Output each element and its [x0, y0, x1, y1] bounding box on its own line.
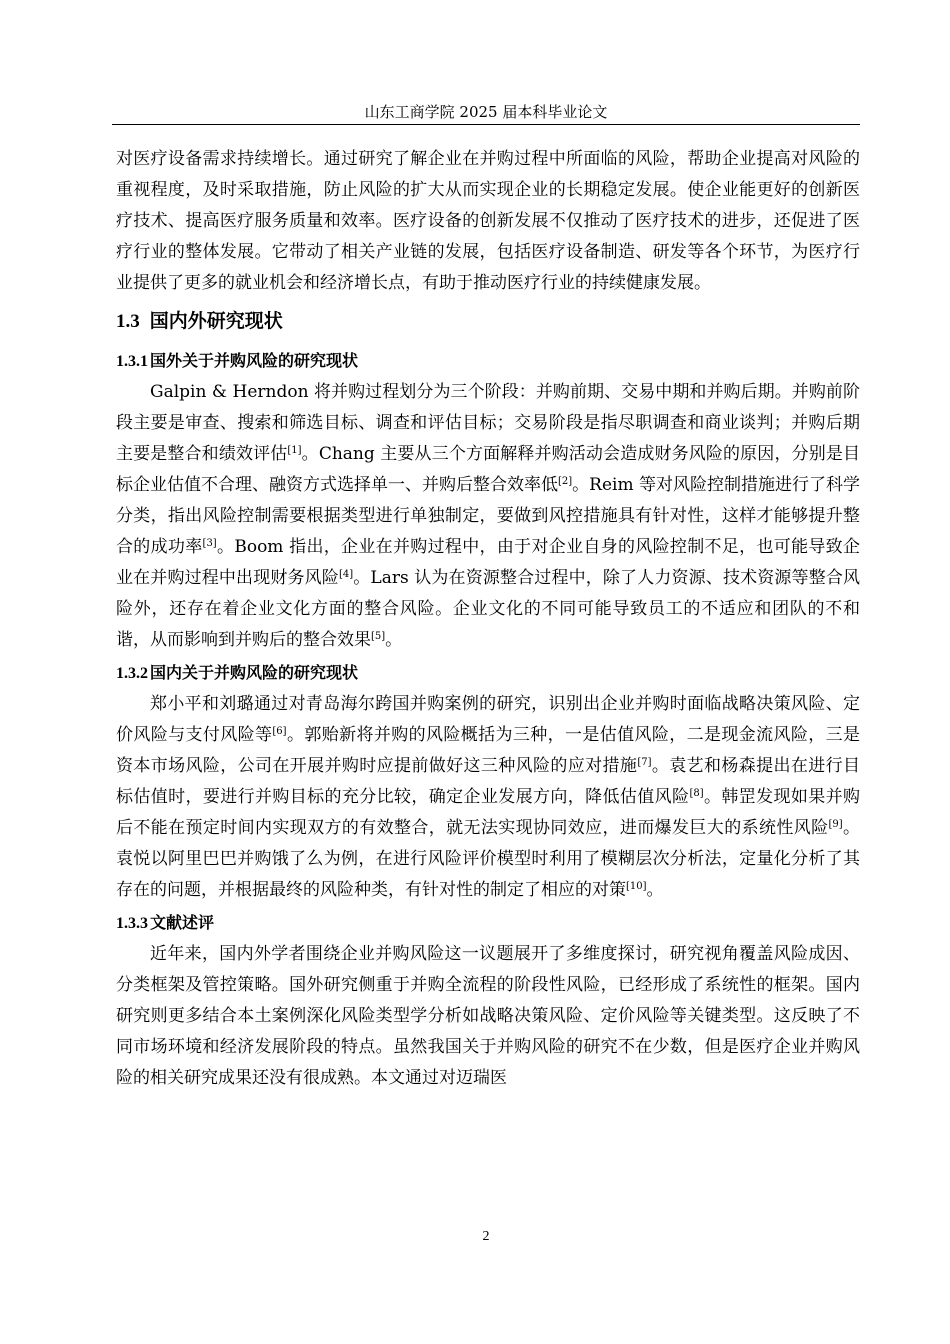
subsection-number: 1.3.3: [116, 915, 148, 932]
text-segment: 。韩罡发现如果并购后不能在预定时间内实现双方的有效整合，就无法实现协同效应，进而爆发巨大的系统性风险: [116, 787, 861, 838]
citation-ref: [7]: [637, 757, 652, 768]
subsection-number: 1.3.2: [116, 665, 148, 682]
header-rule: [112, 124, 860, 125]
subsection-heading-1-3-1: [116, 346, 860, 377]
citation-ref: [9]: [828, 819, 843, 830]
subsection-number: 1.3.1: [116, 353, 148, 370]
text-segment: 郑小平和刘璐通过对青岛海尔跨国并购案例的研究，识别出企业并购时面临战略决策风险、定价风险与支付风险等: [116, 694, 860, 745]
paragraph-foreign-research: [116, 377, 860, 656]
citation-ref: [10]: [626, 881, 647, 892]
subsection-heading-1-3-3: [116, 908, 860, 939]
intro-paragraph: 对医疗设备需求持续增长。通过研究了解企业在并购过程中所面临的风险，帮助企业提高对风险的重视程度，及时采取措施，防止风险的扩大从而实现企业的长期稳定发展。使企业能更好的创新医疗技术、提高医疗服务质量和效率。医疗设备的创新发展不仅推动了医疗技术的进步，还促进了医疗行业的整体发展。它带动了相关产业链的发展，包括医疗设备制造、研发等各个环节，为医疗行业提供了更多的就业机会和经济增长点，有助于推动医疗行业的持续健康发展。: [116, 149, 860, 293]
text-segment: Galpin & Herndon 将并购过程划分为三个阶段：并购前期、交易中期和并购后期。并购前阶段主要是审查、搜索和筛选目标、调查和评估目标；交易阶段是指尽职调查和商业谈判；并购后期主要是整合和绩效评估: [116, 382, 860, 464]
text-segment: 。郭贻新将并购的风险概括为三种，一是估值风险，二是现金流风险，三是资本市场风险，公司在开展并购时应提前做好这三种风险的应对措施: [116, 725, 861, 776]
subsection-title: 文献述评: [150, 913, 215, 932]
text-segment: 。Boom 指出，企业在并购过程中，由于对企业自身的风险控制不足，也可能导致企业在并购过程中出现财务风险: [116, 537, 860, 588]
citation-ref: [4]: [338, 569, 354, 580]
subsection-heading-1-3-2: [116, 658, 860, 689]
section-title: 国内外研究现状: [149, 310, 283, 332]
section-number: 1.3: [116, 311, 140, 332]
citation-ref: [2]: [558, 476, 573, 487]
paragraph-domestic-research: [116, 689, 860, 906]
subsection-title: 国外关于并购风险的研究现状: [150, 351, 359, 370]
text-segment: 。Reim 等对风险控制措施进行了科学分类，指出风险控制需要根据类型进行单独制定，要做到风控措施具有针对性，这样才能够提升整合的成功率: [116, 475, 860, 557]
text-segment: 。袁悦以阿里巴巴并购饿了么为例，在进行风险评价模型时利用了模糊层次分析法，定量化分析了其存在的问题，并根据最终的风险种类，有针对性的制定了相应的对策: [116, 818, 861, 900]
document-body: [116, 144, 860, 1094]
subsection-title: 国内关于并购风险的研究现状: [150, 663, 359, 682]
page-number: 2: [482, 1229, 490, 1244]
running-header: 山东工商学院 2025 届本科毕业论文: [364, 103, 608, 121]
text-segment: 。袁艺和杨森提出在进行目标估值时，要进行并购目标的充分比较，确定企业发展方向，降低估值风险: [116, 756, 861, 807]
text-segment: 。: [385, 630, 403, 650]
text-segment: 。Chang 主要从三个方面解释并购活动会造成财务风险的原因，分别是目标企业估值不合理、融资方式选择单一、并购后整合效率低: [116, 444, 860, 495]
text-segment: 。: [646, 880, 664, 900]
section-heading-1-3: [116, 303, 860, 340]
text-segment: 。Lars 认为在资源整合过程中，除了人力资源、技术资源等整合风险外，还存在着企业文化方面的整合风险。企业文化的不同可能导致员工的不适应和团队的不和谐，从而影响到并购后的整合效果: [116, 568, 860, 650]
citation-ref: [8]: [689, 788, 704, 799]
paragraph-literature-review: 近年来，国内外学者围绕企业并购风险这一议题展开了多维度探讨，研究视角覆盖风险成因、分类框架及管控策略。国外研究侧重于并购全流程的阶段性风险，已经形成了系统性的框架。国内研究则更多结合本土案例深化风险类型学分析如战略决策风险、定价风险等关键类型。这反映了不同市场环境和经济发展阶段的特点。虽然我国关于并购风险的研究不在少数，但是医疗企业并购风险的相关研究成果还没有很成熟。本文通过对迈瑞医: [116, 944, 860, 1088]
citation-ref: [6]: [272, 726, 287, 737]
citation-ref: [3]: [202, 538, 217, 549]
citation-ref: [1]: [287, 445, 302, 456]
citation-ref: [5]: [371, 631, 386, 642]
